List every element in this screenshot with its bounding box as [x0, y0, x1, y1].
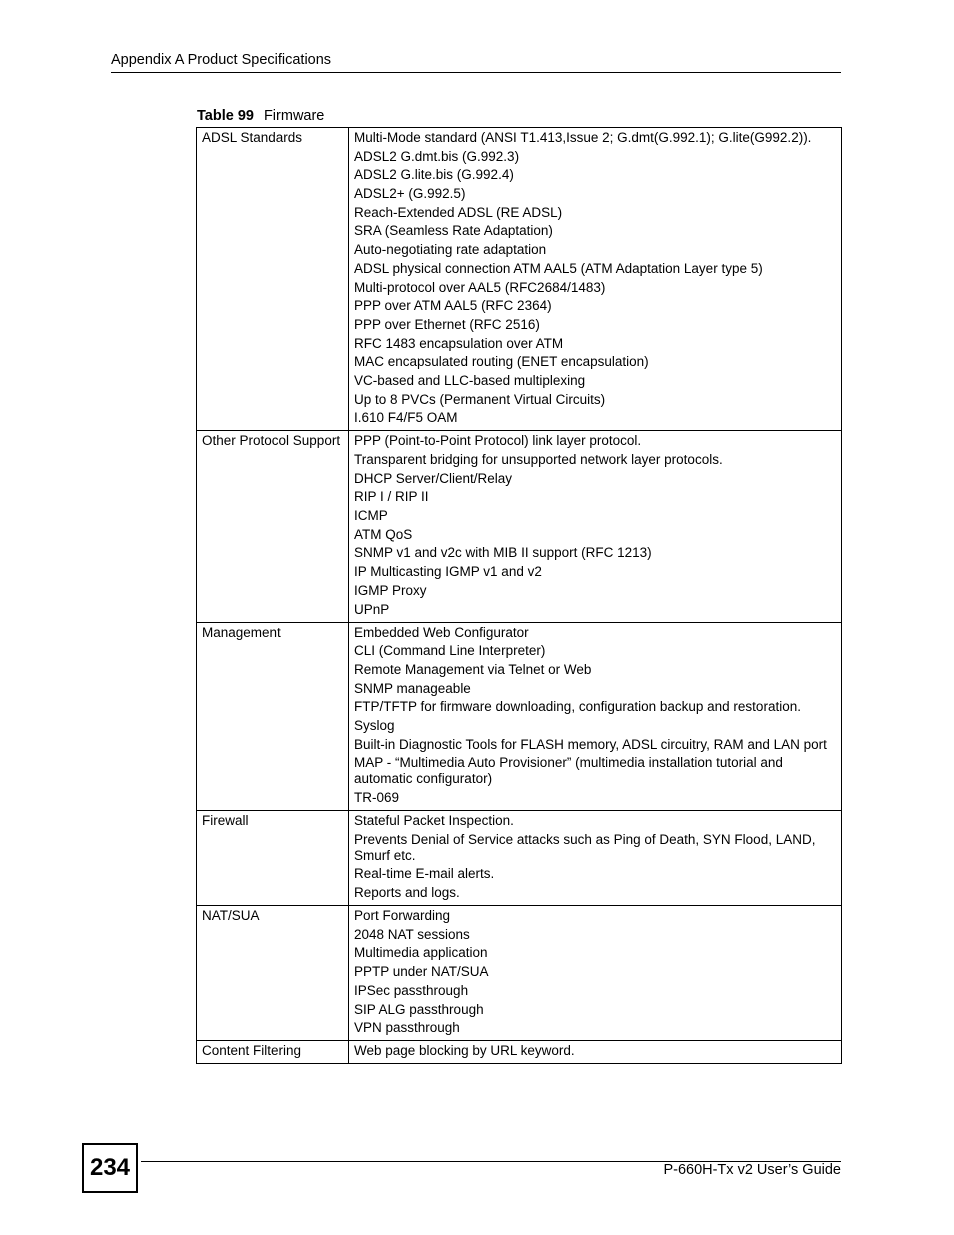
- spec-item: Transparent bridging for unsupported network layer protocols.: [354, 452, 723, 467]
- spec-item: PPP over ATM AAL5 (RFC 2364): [354, 298, 552, 314]
- table-title: Firmware: [263, 108, 325, 124]
- spec-item: IGMP Proxy: [354, 582, 427, 598]
- table-row: [197, 431, 842, 622]
- table-body: [197, 128, 842, 1064]
- spec-item: Multi-protocol over AAL5 (RFC2684/1483): [354, 279, 606, 295]
- table-row: [197, 128, 842, 431]
- spec-item: RFC 1483 encapsulation over ATM: [354, 335, 564, 351]
- spec-item: PPTP under NAT/SUA: [354, 964, 489, 980]
- spec-item: SRA (Seamless Rate Adaptation): [354, 223, 553, 239]
- table-caption: [197, 108, 324, 124]
- spec-item: Up to 8 PVCs (Permanent Virtual Circuits): [354, 391, 606, 407]
- spec-item: MAP - “Multimedia Auto Provisioner” (multimedia installation tutorial and automatic configurator): [354, 755, 783, 787]
- row-values: [349, 906, 842, 1041]
- spec-item: IPSec passthrough: [354, 982, 469, 998]
- section-title: Appendix A Product Specifications: [111, 52, 332, 68]
- spec-item: I.610 F4/F5 OAM: [354, 410, 458, 426]
- table-number: Table 99: [197, 108, 254, 124]
- spec-item: ADSL physical connection ATM AAL5 (ATM Adaptation Layer type 5): [354, 260, 763, 276]
- row-values: [349, 431, 842, 622]
- spec-item: IP Multicasting IGMP v1 and v2: [354, 564, 542, 580]
- spec-item: ADSL2+ (G.992.5): [354, 186, 466, 202]
- spec-item: Auto-negotiating rate adaptation: [354, 242, 547, 258]
- table-row: [197, 622, 842, 811]
- row-label: NAT/SUA: [197, 906, 349, 1041]
- spec-item: Multimedia application: [354, 945, 488, 961]
- row-values: [349, 622, 842, 811]
- spec-item: ICMP: [354, 508, 388, 524]
- table-row: [197, 906, 842, 1041]
- spec-item: Multi-Mode standard (ANSI T1.413,Issue 2; G.dmt(G.992.1); G.lite(G992.2)).: [354, 130, 812, 145]
- row-label: Firewall: [197, 811, 349, 906]
- page-header: [111, 52, 841, 73]
- row-label: Management: [197, 622, 349, 811]
- row-values: [349, 811, 842, 906]
- spec-item: DHCP Server/Client/Relay: [354, 470, 513, 486]
- spec-item: PPP over Ethernet (RFC 2516): [354, 316, 540, 332]
- table-row: [197, 1041, 842, 1064]
- spec-item: Real-time E-mail alerts.: [354, 866, 495, 882]
- row-values: [349, 1041, 842, 1064]
- spec-item: VC-based and LLC-based multiplexing: [354, 372, 586, 388]
- spec-item: MAC encapsulated routing (ENET encapsulation): [354, 354, 649, 370]
- spec-item: Syslog: [354, 717, 395, 733]
- table-row: [197, 811, 842, 906]
- spec-item: Reports and logs.: [354, 885, 460, 901]
- spec-item: ADSL2 G.dmt.bis (G.992.3): [354, 148, 520, 164]
- spec-item: UPnP: [354, 601, 390, 617]
- row-values: [349, 128, 842, 431]
- spec-item: FTP/TFTP for firmware downloading, configuration backup and restoration.: [354, 699, 801, 715]
- spec-item: SNMP manageable: [354, 680, 471, 696]
- row-label: ADSL Standards: [197, 128, 349, 431]
- spec-item: SNMP v1 and v2c with MIB II support (RFC 1213): [354, 545, 652, 561]
- spec-item: ADSL2 G.lite.bis (G.992.4): [354, 167, 514, 183]
- row-label: Other Protocol Support: [197, 431, 349, 622]
- spec-item: Reach-Extended ADSL (RE ADSL): [354, 204, 563, 220]
- row-label: Content Filtering: [197, 1041, 349, 1064]
- spec-item: VPN passthrough: [354, 1020, 460, 1036]
- spec-item: ATM QoS: [354, 526, 413, 542]
- spec-item: Built-in Diagnostic Tools for FLASH memory, ADSL circuitry, RAM and LAN port: [354, 736, 827, 752]
- guide-title: P-660H-Tx v2 User’s Guide: [663, 1162, 841, 1178]
- spec-item: Prevents Denial of Service attacks such as Ping of Death, SYN Flood, LAND, Smurf etc.: [354, 831, 816, 863]
- spec-item: CLI (Command Line Interpreter): [354, 643, 546, 659]
- spec-item: Remote Management via Telnet or Web: [354, 661, 592, 677]
- spec-item: Port Forwarding: [354, 908, 451, 924]
- spec-item: Embedded Web Configurator: [354, 624, 529, 640]
- spec-item: Stateful Packet Inspection.: [354, 813, 514, 828]
- spec-item: TR-069: [354, 790, 400, 805]
- spec-item: RIP I / RIP II: [354, 489, 429, 505]
- page-number: 234: [82, 1143, 138, 1193]
- spec-item: SIP ALG passthrough: [354, 1001, 484, 1017]
- spec-item: Web page blocking by URL keyword.: [354, 1043, 575, 1059]
- firmware-table: [196, 127, 842, 1064]
- spec-item: 2048 NAT sessions: [354, 926, 470, 942]
- spec-item: PPP (Point-to-Point Protocol) link layer protocol.: [354, 433, 642, 449]
